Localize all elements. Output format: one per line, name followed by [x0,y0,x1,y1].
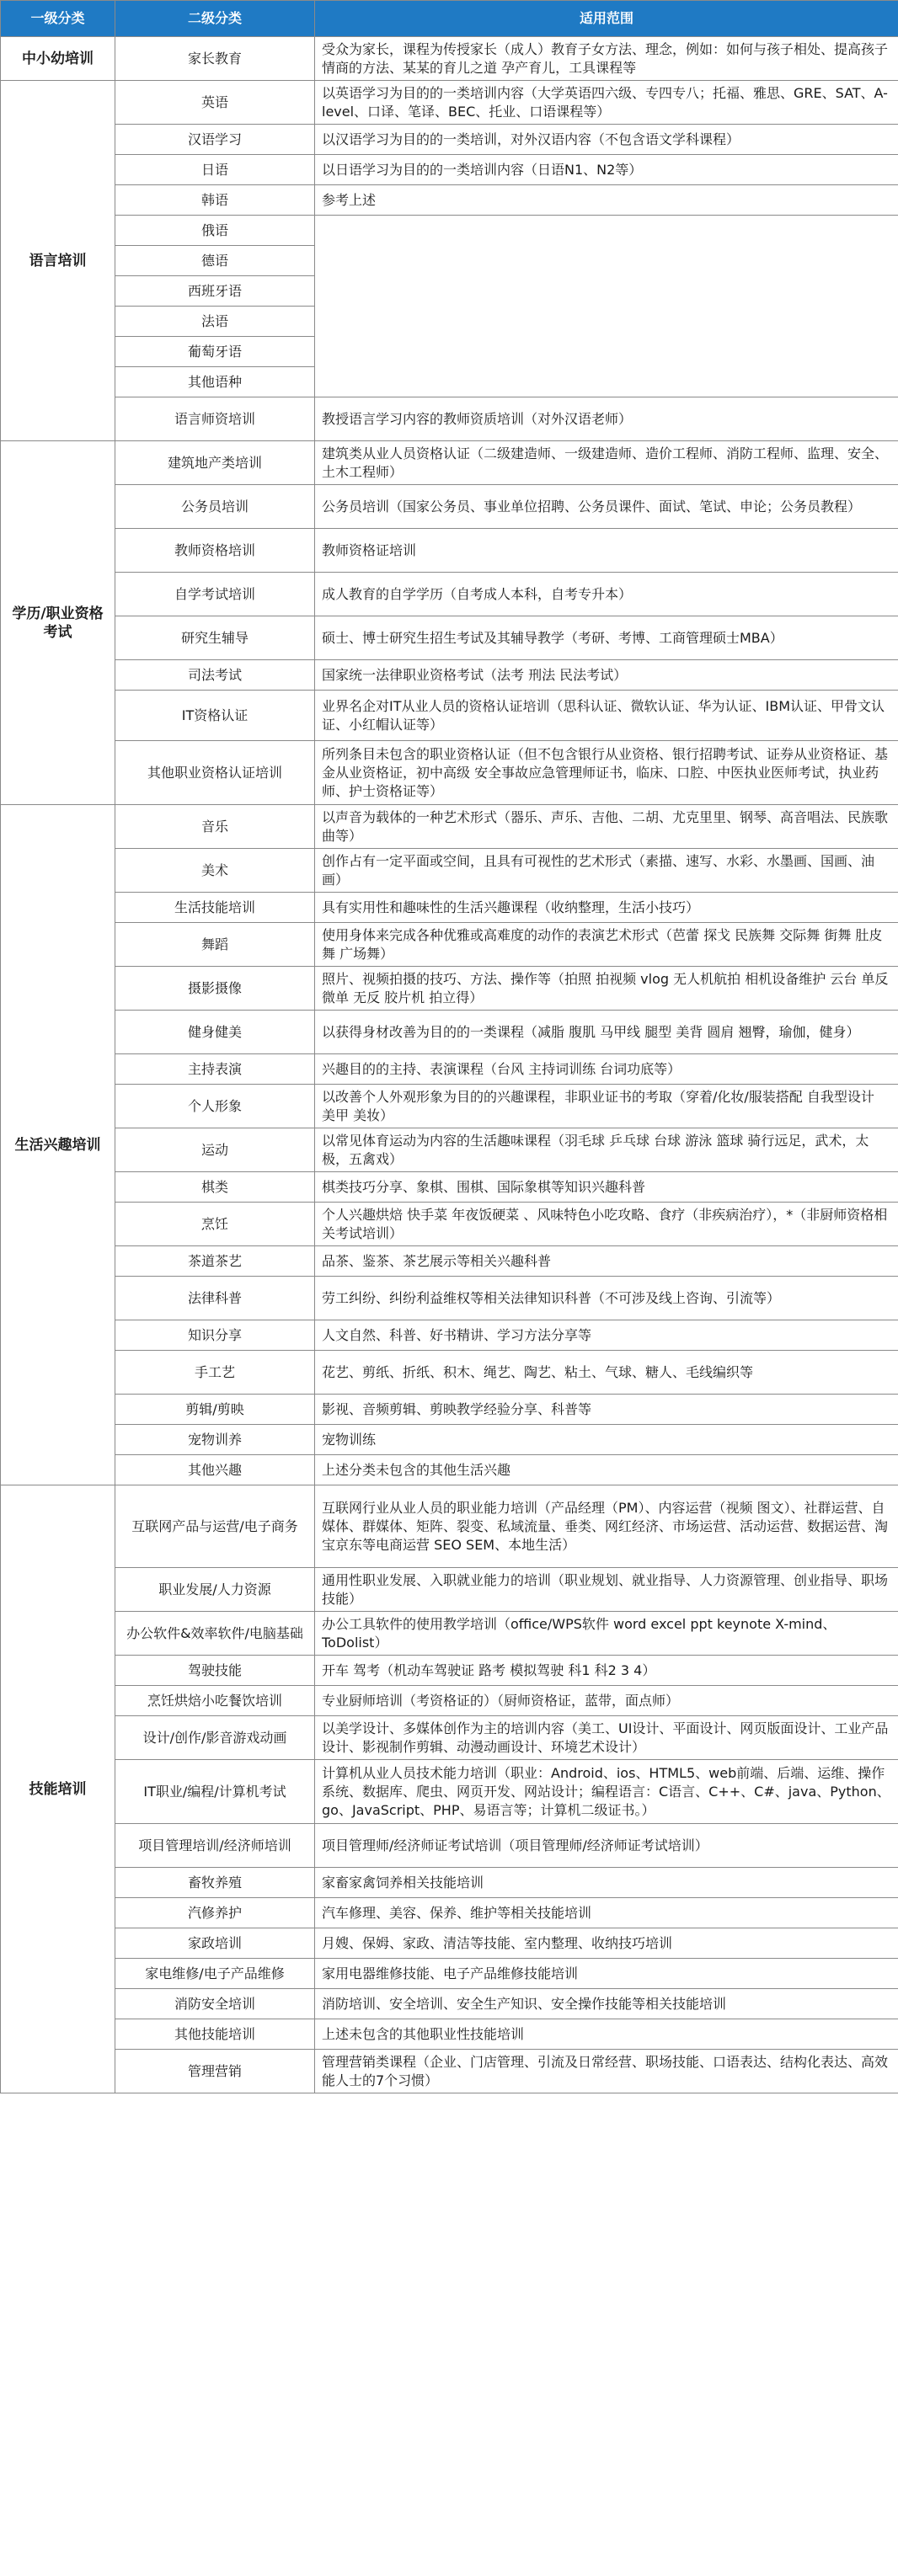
secondary-category: 自学考试培训 [115,573,315,616]
scope-description: 参考上述 [315,185,898,216]
secondary-category: 美术 [115,849,315,893]
scope-description: 以改善个人外观形象为目的的兴趣课程，非职业证书的考取（穿着/化妆/服装搭配 自我型设计 美甲 美妆） [315,1085,898,1128]
secondary-category: 管理营销 [115,2050,315,2093]
scope-description: 成人教育的自学学历（自考成人本科，自考专升本） [315,573,898,616]
scope-description: 人文自然、科普、好书精讲、学习方法分享等 [315,1320,898,1351]
scope-description: 互联网行业从业人员的职业能力培训（产品经理（PM）、内容运营（视频 图文）、社群运营、自媒体、群媒体、矩阵、裂变、私域流量、垂类、网红经济、市场运营、活动运营、数据运营、淘宝京东等电商运营 SEO SEM、本地生活） [315,1485,898,1568]
secondary-category: 音乐 [115,805,315,849]
secondary-category: 日语 [115,155,315,185]
secondary-category: 汽修养护 [115,1898,315,1928]
secondary-category: 项目管理培训/经济师培训 [115,1824,315,1868]
table-row [1,1085,898,1128]
scope-description [315,216,898,397]
table-row [1,1612,898,1656]
secondary-category: 个人形象 [115,1085,315,1128]
secondary-category: 设计/创作/影音游戏动画 [115,1716,315,1760]
table-row [1,2019,898,2050]
secondary-category: 烹饪 [115,1203,315,1246]
secondary-category: 家政培训 [115,1928,315,1959]
table-row [1,441,898,485]
secondary-category: 棋类 [115,1172,315,1203]
scope-description: 专业厨师培训（考资格证的）（厨师资格证，蓝带，面点师） [315,1686,898,1716]
table-row [1,1128,898,1172]
scope-description: 品茶、鉴茶、茶艺展示等相关兴趣科普 [315,1246,898,1277]
secondary-category: 健身健美 [115,1011,315,1054]
secondary-category: 法律科普 [115,1277,315,1320]
scope-description: 影视、音频剪辑、剪映教学经验分享、科普等 [315,1395,898,1425]
secondary-category: 驾驶技能 [115,1656,315,1686]
scope-description: 照片、视频拍摄的技巧、方法、操作等（拍照 拍视频 vlog 无人机航拍 相机设备维护 云台 单反 微单 无反 胶片机 拍立得） [315,967,898,1011]
secondary-category: 法语 [115,307,315,337]
scope-description: 以美学设计、多媒体创作为主的培训内容（美工、UI设计、平面设计、网页版面设计、工业产品设计、影视制作剪辑、动漫动画设计、环境艺术设计） [315,1716,898,1760]
secondary-category: 舞蹈 [115,923,315,967]
table-row [1,893,898,923]
scope-description: 建筑类从业人员资格认证（二级建造师、一级建造师、造价工程师、消防工程师、监理、安全、土木工程师） [315,441,898,485]
secondary-category: 手工艺 [115,1351,315,1395]
secondary-category: 德语 [115,246,315,276]
scope-description: 以声音为载体的一种艺术形式（器乐、声乐、吉他、二胡、尤克里里、钢琴、高音唱法、民族歌曲等） [315,805,898,849]
secondary-category: 建筑地产类培训 [115,441,315,485]
header-col-secondary: 二级分类 [115,1,315,37]
scope-description: 宠物训练 [315,1425,898,1455]
secondary-category: 家电维修/电子产品维修 [115,1959,315,1989]
scope-description: 受众为家长，课程为传授家长（成人）教育子女方法、理念，例如：如何与孩子相处、提高孩子情商的方法、某某的育儿之道 孕产育儿，工具课程等 [315,37,898,81]
scope-description: 上述分类未包含的其他生活兴趣 [315,1455,898,1485]
scope-description: 开车 驾考（机动车驾驶证 路考 模拟驾驶 科1 科2 3 4） [315,1656,898,1686]
table-row [1,691,898,741]
table-row [1,923,898,967]
secondary-category: 剪辑/剪映 [115,1395,315,1425]
secondary-category: 其他语种 [115,367,315,397]
table-row [1,1485,898,1568]
table-row [1,216,898,246]
primary-category: 中小幼培训 [1,37,115,81]
table-row [1,660,898,691]
table-row [1,1455,898,1485]
secondary-category: 教师资格培训 [115,529,315,573]
table-row [1,1760,898,1824]
scope-description: 国家统一法律职业资格考试（法考 刑法 民法考试） [315,660,898,691]
secondary-category: 运动 [115,1128,315,1172]
scope-description: 教授语言学习内容的教师资质培训（对外汉语老师） [315,397,898,441]
scope-description: 个人兴趣烘焙 快手菜 年夜饭硬菜 、风味特色小吃攻略、食疗（非疾病治疗），*（非厨师资格相关考试培训） [315,1203,898,1246]
primary-category: 学历/职业资格考试 [1,441,115,805]
scope-description: 上述未包含的其他职业性技能培训 [315,2019,898,2050]
secondary-category: 茶道茶艺 [115,1246,315,1277]
scope-description: 计算机从业人员技术能力培训（职业：Android、ios、HTML5、web前端、后端、运维、操作系统、数据库、爬虫、网页开发、网站设计；编程语言：C语言、C++、C#、java、Python、go、JavaScript、PHP、易语言等；计算机二级证书。） [315,1760,898,1824]
scope-description: 消防培训、安全培训、安全生产知识、安全操作技能等相关技能培训 [315,1989,898,2019]
secondary-category: 韩语 [115,185,315,216]
scope-description: 公务员培训（国家公务员、事业单位招聘、公务员课件、面试、笔试、申论；公务员教程） [315,485,898,529]
secondary-category: 西班牙语 [115,276,315,307]
secondary-category: 消防安全培训 [115,1989,315,2019]
table-row [1,1320,898,1351]
scope-description: 劳工纠纷、纠纷利益维权等相关法律知识科普（不可涉及线上咨询、引流等） [315,1277,898,1320]
scope-description: 以日语学习为目的的一类培训内容（日语N1、N2等） [315,155,898,185]
scope-description: 家畜家禽饲养相关技能培训 [315,1868,898,1898]
table-row [1,81,898,125]
table-row [1,1686,898,1716]
scope-description: 通用性职业发展、入职就业能力的培训（职业规划、就业指导、人力资源管理、创业指导、职场技能） [315,1568,898,1612]
table-row [1,185,898,216]
scope-description: 创作占有一定平面或空间，且具有可视性的艺术形式（素描、速写、水彩、水墨画、国画、油画） [315,849,898,893]
table-row [1,1172,898,1203]
scope-description: 具有实用性和趣味性的生活兴趣课程（收纳整理，生活小技巧） [315,893,898,923]
table-row [1,1246,898,1277]
secondary-category: 司法考试 [115,660,315,691]
primary-category: 技能培训 [1,1485,115,2093]
table-row [1,1351,898,1395]
table-row [1,125,898,155]
table-row [1,741,898,805]
secondary-category: 家长教育 [115,37,315,81]
secondary-category: 互联网产品与运营/电子商务 [115,1485,315,1568]
secondary-category: 其他技能培训 [115,2019,315,2050]
scope-description: 棋类技巧分享、象棋、围棋、国际象棋等知识兴趣科普 [315,1172,898,1203]
secondary-category: 宠物训养 [115,1425,315,1455]
scope-description: 教师资格证培训 [315,529,898,573]
primary-category: 语言培训 [1,81,115,441]
secondary-category: IT职业/编程/计算机考试 [115,1760,315,1824]
scope-description: 兴趣目的的主持、表演课程（台风 主持词训练 台词功底等） [315,1054,898,1085]
header-row [1,1,898,37]
table-row [1,967,898,1011]
scope-description: 月嫂、保姆、家政、清洁等技能、室内整理、收纳技巧培训 [315,1928,898,1959]
table-row [1,805,898,849]
scope-description: 以汉语学习为目的的一类培训，对外汉语内容（不包含语文学科课程） [315,125,898,155]
scope-description: 以获得身材改善为目的的一类课程（减脂 腹肌 马甲线 腿型 美背 圆肩 翘臀，瑜伽，健身） [315,1011,898,1054]
table-row [1,1054,898,1085]
secondary-category: 俄语 [115,216,315,246]
table-row [1,485,898,529]
table-row [1,1277,898,1320]
table-row [1,1898,898,1928]
table-row [1,1011,898,1054]
secondary-category: 其他职业资格认证培训 [115,741,315,805]
table-row [1,1716,898,1760]
secondary-category: 公务员培训 [115,485,315,529]
table-row [1,2050,898,2093]
secondary-category: 生活技能培训 [115,893,315,923]
secondary-category: 葡萄牙语 [115,337,315,367]
table-row [1,1203,898,1246]
scope-description: 以英语学习为目的的一类培训内容（大学英语四六级、专四专八；托福、雅思、GRE、SAT、A-level、口译、笔译、BEC、托业、口语课程等） [315,81,898,125]
header-col-primary: 一级分类 [1,1,115,37]
table-row [1,573,898,616]
table-row [1,1425,898,1455]
table-row [1,1989,898,2019]
scope-description: 家用电器维修技能、电子产品维修技能培训 [315,1959,898,1989]
table-row [1,1824,898,1868]
secondary-category: 汉语学习 [115,125,315,155]
scope-description: 汽车修理、美容、保养、维护等相关技能培训 [315,1898,898,1928]
secondary-category: IT资格认证 [115,691,315,741]
table-row [1,1959,898,1989]
table-row [1,37,898,81]
table-row [1,849,898,893]
scope-description: 项目管理师/经济师证考试培训（项目管理师/经济师证考试培训） [315,1824,898,1868]
header-col-scope: 适用范围 [315,1,898,37]
scope-description: 办公工具软件的使用教学培训（office/WPS软件 word excel ppt keynote X-mind、ToDolist） [315,1612,898,1656]
table-row [1,1656,898,1686]
table-row [1,1868,898,1898]
table-row [1,616,898,660]
scope-description: 使用身体来完成各种优雅或高难度的动作的表演艺术形式（芭蕾 探戈 民族舞 交际舞 街舞 肚皮舞 广场舞） [315,923,898,967]
scope-description: 以常见体育运动为内容的生活趣味课程（羽毛球 乒乓球 台球 游泳 篮球 骑行远足，武术，太极，五禽戏） [315,1128,898,1172]
table-row [1,529,898,573]
secondary-category: 英语 [115,81,315,125]
secondary-category: 主持表演 [115,1054,315,1085]
secondary-category: 办公软件&效率软件/电脑基础 [115,1612,315,1656]
scope-description: 所列条目未包含的职业资格认证（但不包含银行从业资格、银行招聘考试、证券从业资格证、基金从业资格证，初中高级 安全事故应急管理师证书，临床、口腔、中医执业医师考试，执业药师、护士资格证等） [315,741,898,805]
scope-description: 花艺、剪纸、折纸、积木、绳艺、陶艺、粘土、气球、糖人、毛线编织等 [315,1351,898,1395]
table-row [1,155,898,185]
scope-description: 管理营销类课程（企业、门店管理、引流及日常经营、职场技能、口语表达、结构化表达、高效能人士的7个习惯） [315,2050,898,2093]
secondary-category: 其他兴趣 [115,1455,315,1485]
secondary-category: 研究生辅导 [115,616,315,660]
table-row [1,1568,898,1612]
scope-description: 业界名企对IT从业人员的资格认证培训（思科认证、微软认证、华为认证、IBM认证、甲骨文认证、小红帽认证等） [315,691,898,741]
table-row [1,1395,898,1425]
scope-description: 硕士、博士研究生招生考试及其辅导教学（考研、考博、工商管理硕士MBA） [315,616,898,660]
secondary-category: 烹饪烘焙小吃餐饮培训 [115,1686,315,1716]
secondary-category: 畜牧养殖 [115,1868,315,1898]
secondary-category: 职业发展/人力资源 [115,1568,315,1612]
secondary-category: 知识分享 [115,1320,315,1351]
table-row [1,1928,898,1959]
table-row [1,397,898,441]
primary-category: 生活兴趣培训 [1,805,115,1485]
secondary-category: 语言师资培训 [115,397,315,441]
secondary-category: 摄影摄像 [115,967,315,1011]
